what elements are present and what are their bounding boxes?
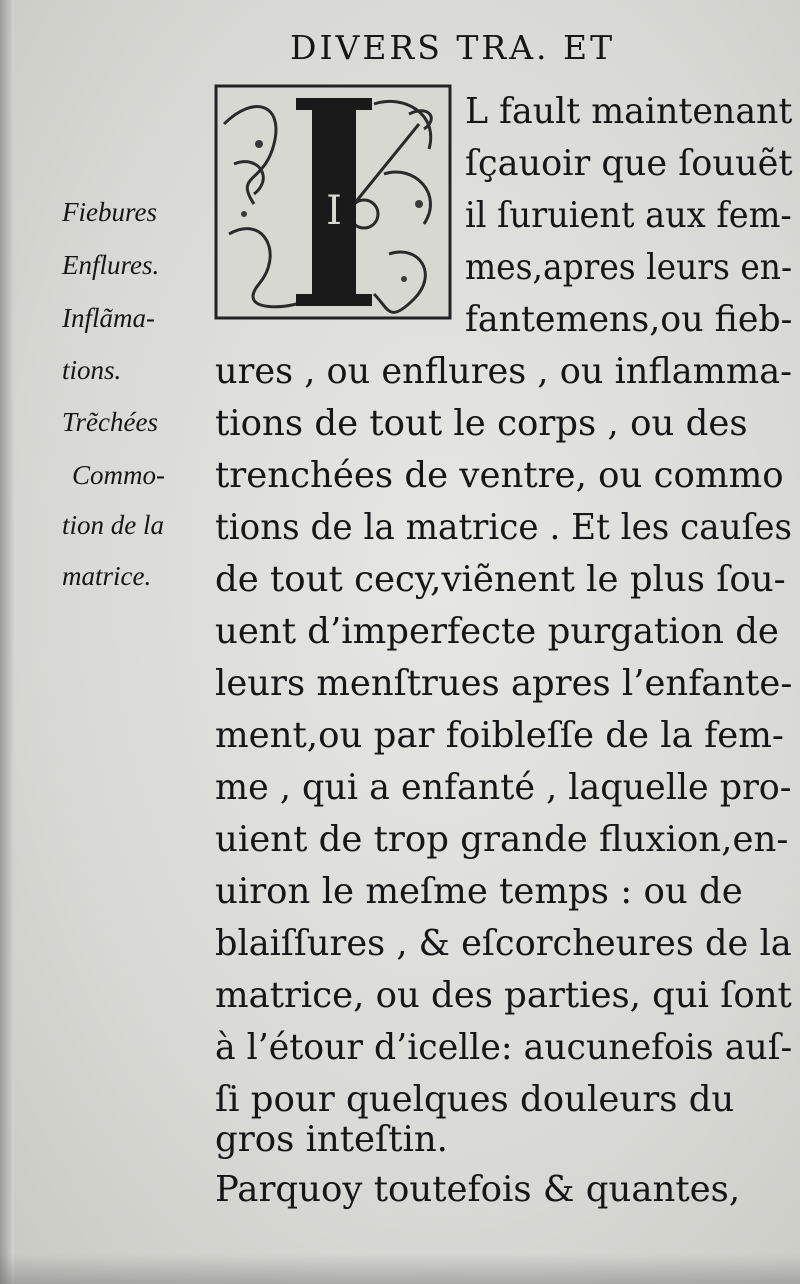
text-line: blaiſſures , & eſcorcheures de la <box>215 923 792 964</box>
text-line: ſçauoir que ſouuẽt <box>465 143 793 184</box>
text-line: uiron le meſme temps : ou de <box>215 871 743 912</box>
text-line: uient de trop grande fluxion,en- <box>215 819 789 860</box>
margin-note: Fiebures <box>62 197 157 227</box>
running-header: DIVERS TRA. ET <box>290 28 616 67</box>
text-line: leurs menſtrues apres l’enfante- <box>215 663 793 704</box>
text-line: ures , ou enflures , ou inflamma- <box>215 351 792 392</box>
page-bottom-shadow <box>0 1254 800 1284</box>
margin-note: matrice. <box>62 561 152 591</box>
text-line: ſi pour quelques douleurs du <box>215 1079 735 1120</box>
margin-note: Enflures. <box>62 250 160 280</box>
text-line: fantemens,ou fieb- <box>465 299 793 340</box>
page-edge-shadow <box>0 0 14 1284</box>
margin-note: Trẽchées <box>62 407 158 437</box>
margin-note: tions. <box>62 355 122 385</box>
decorated-initial-image <box>214 84 452 320</box>
text-line: me , qui a enfanté , laquelle pro- <box>215 767 792 808</box>
margin-note: tion de la <box>62 510 164 540</box>
text-line: gros inteſtin. <box>215 1119 448 1160</box>
text-line: tions de la matrice . Et les cauſes <box>215 507 792 548</box>
text-line: uent d’imperfecte purgation de <box>215 611 779 652</box>
text-line: mes,apres leurs en- <box>465 247 793 288</box>
margin-note: Commo- <box>72 460 165 490</box>
decorated-initial <box>214 84 452 320</box>
margin-note: Inflãma- <box>62 303 155 333</box>
text-line: ment,ou par foibleſſe de la fem- <box>215 715 784 756</box>
text-line: tions de tout le corps , ou des <box>215 403 748 444</box>
text-line: L fault maintenant <box>465 91 793 132</box>
text-line: Parquoy toutefois & quantes, <box>215 1169 741 1210</box>
text-line: de tout cecy,viẽnent le plus ſou- <box>215 559 786 600</box>
text-line: trenchées de ventre, ou commo <box>215 455 784 496</box>
text-line: il ſuruient aux fem- <box>465 195 792 236</box>
text-line: à l’étour d’icelle: aucunefois auſ- <box>215 1027 793 1068</box>
text-line: matrice, ou des parties, qui ſont <box>215 975 792 1016</box>
initial-letter: I <box>326 188 342 234</box>
